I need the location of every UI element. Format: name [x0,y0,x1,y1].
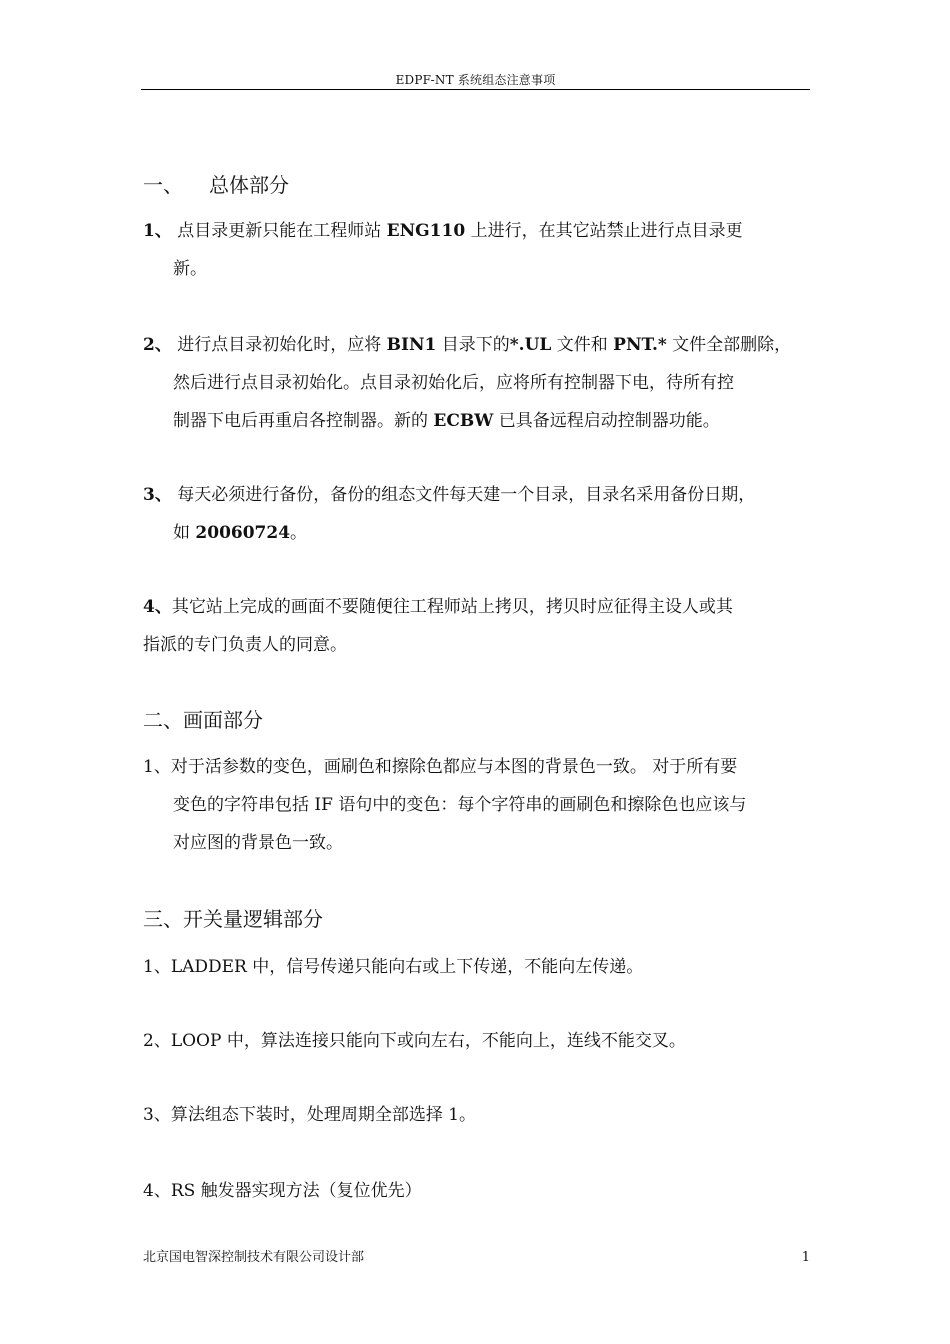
text-run: 然后进行点目录初始化。点目录初始化后，应将所有控制器下电，待所有控 [173,373,734,393]
text-run: 文件全部删除， [666,335,792,355]
paragraph-line [143,250,811,288]
text-run: 文件和 [551,335,614,355]
section-1-item-3 [143,476,811,552]
product-name: ECBW [433,411,494,431]
text-run: 如 [173,523,196,543]
text-run: 上进行，在其它站禁止进行点目录更 [465,221,743,241]
paragraph-line: 1、LADDER 中，信号传递只能向右或上下传递，不能向左传递。 [143,957,644,977]
paragraph-line [143,212,811,250]
text-run: 其它站上完成的画面不要随便往工程师站上拷贝，拷贝时应征得主设人或其 [171,597,733,617]
paragraph-line [143,326,811,364]
section-3-item-2 [143,1022,811,1060]
file-pattern: *.UL [509,335,552,355]
text-run: 制器下电后再重启各控制器。新的 [173,411,434,431]
item-number: 3、 [143,485,172,505]
section-2-heading: 二、画面部分 [143,708,263,732]
footer-company: 北京国电智深控制技术有限公司设计部 [143,1250,365,1265]
text-run: 。 [290,523,308,543]
paragraph-line [143,514,811,552]
date-example: 20060724 [195,523,291,543]
paragraph-line: 1、对于活参数的变色，画刷色和擦除色都应与本图的背景色一致。 对于所有要 [143,757,738,777]
directory-name: BIN1 [386,335,437,355]
paragraph-line [143,476,811,514]
text-run: 进行点目录初始化时，应将 [171,335,387,355]
paragraph-line: 对应图的背景色一致。 [173,833,343,853]
section-3-item-1 [143,948,811,986]
footer-page-number: 1 [801,1250,810,1265]
paragraph-line: 3、算法组态下装时，处理周期全部选择 1。 [143,1105,477,1125]
item-number: 4、 [143,597,172,617]
section-1-item-1 [143,212,811,288]
text-run: 点目录更新只能在工程师站 [171,221,387,241]
section-2-item-1 [143,748,811,862]
paragraph-line [143,364,811,402]
paragraph-line [143,626,811,664]
item-number: 1、 [143,221,172,241]
header-rule [141,89,810,90]
section-1-heading [143,171,289,199]
section-3-heading: 三、开关量逻辑部分 [143,907,323,931]
paragraph-line [143,588,811,626]
page-header-title: EDPF-NT 系统组态注意事项 [395,73,556,87]
paragraph-line: 4、RS 触发器实现方法（复位优先） [143,1181,422,1201]
station-name: ENG110 [386,221,466,241]
section-3-item-4 [143,1172,811,1210]
section-1-item-4 [143,588,811,664]
section-1-item-2 [143,326,811,440]
paragraph-line: 2、LOOP 中，算法连接只能向下或向左右，不能向上，连线不能交叉。 [143,1031,686,1051]
paragraph-line: 变色的字符串包括 IF 语句中的变色：每个字符串的画刷色和擦除色也应该与 [173,795,747,815]
text-run: 指派的专门负责人的同意。 [143,635,347,655]
text-run: 每天必须进行备份，备份的组态文件每天建一个目录，目录名采用备份日期， [171,485,756,505]
section-3-item-3 [143,1096,811,1134]
section-1-number: 一、 [143,173,183,197]
text-run: 新。 [173,259,207,279]
text-run: 目录下的 [436,335,510,355]
text-run: 已具备远程启动控制器功能。 [493,411,720,431]
section-1-title: 总体部分 [209,173,289,197]
paragraph-line [143,402,811,440]
item-number: 2、 [143,335,172,355]
file-pattern: PNT.* [613,335,667,355]
